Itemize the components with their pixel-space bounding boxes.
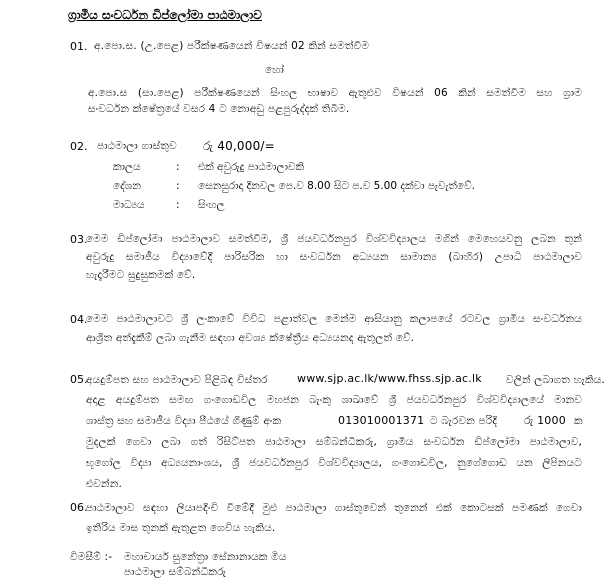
item-6-line-1: පාඨමාලාව සඳහා ලියාපදිංචි වීමේදී මුළු පාඨමාලා ගාස්තුවෙන් තුනෙන් එක් කොටසක් පමණක් ගෙවා	[86, 502, 582, 514]
detail-value: සිංහල	[198, 199, 225, 211]
item-2-fee-value: රු 40,000/=	[203, 139, 275, 153]
item-5-line-3c: ක	[574, 415, 583, 427]
item-5-line-1a: අයදුම්පත සහ පාඨමාලාව පිළිබඳ විස්තර	[86, 374, 268, 386]
contact-role: පාඨමාලා සම්බන්ධීකරු	[124, 566, 227, 578]
item-4-line-1: මෙම පාඨමාලාවට ශ්‍රී ලංකාවේ විවිධ පළාත්වල මෙන්ම ආසියානු කලාපයේ රටවල ග්‍රාමීය සංවර්ධනය	[86, 313, 582, 325]
item-3-line-3: හැදෑරීමට සුදුසුකමක් වේ.	[86, 269, 196, 281]
detail-colon: :	[176, 180, 180, 192]
item-1-line-1: අ.පො.ස. (උ.පෙළ) පරීක්ෂණයෙන් විෂයන් 02 කින් සමත්වීම	[94, 40, 370, 52]
item-3-line-1: මෙම ඩිප්ලෝමා පාඨමාලාව සමත්වීම, ශ්‍රී ජයවර්ධනපුර විශ්වවිද්‍යාලය මගින් මෙහෙයවනු ලබන තුන්	[86, 233, 582, 245]
item-4-line-2: ආශ්‍රිත අත්දැකීම් ලබා ගැනීම සඳහා අවශ්‍ය ක්ෂේත්‍රීය අධ්‍යයනද ඇතුලත් වේ.	[86, 332, 415, 344]
item-5-line-4: මුදලක් ගෙවා ලබා ගත් රිසිට්පත පාඨමාලා සම්බන්ධීකරු, ග්‍රාමීය සංවර්ධන ඩිප්ලෝමා පාඨමාලාව,	[86, 436, 582, 448]
detail-value: සෙනසුරාදා දිනවල පෙ.ව 8.00 සිට ප.ව 5.00 දක්වා පැවැත්වේ.	[198, 180, 475, 192]
item-5-line-5: භූගෝල විද්‍යා අධ්‍යයනාංශය, ශ්‍රී ජයවර්ධනපුර විශ්වවිද්‍යාලය, ගංගොඩවිල, නුගේගොඩ යන ලිපිනයට	[86, 457, 582, 469]
item-5-line-1b: වලින් ලබාගත හැකිය.	[506, 374, 605, 386]
detail-label: කාලය	[113, 161, 141, 173]
page-title: ග්‍රාමීය සංවර්ධන ඩිප්ලෝමා පාඨමාලාව	[68, 8, 262, 22]
item-3-line-2: අවුරුදු සමාජීය විද්‍යාවේදී පාරිසරික හා සංවර්ධන අධ්‍යයන සාමාන්‍ය (බාහිර) උපාධි පාඨමාලාව	[86, 251, 582, 263]
detail-label: මාධ්‍යය	[113, 199, 145, 211]
item-5-account: 013010001371	[338, 414, 425, 427]
detail-colon: :	[176, 199, 180, 211]
item-1-number: 01.	[70, 40, 88, 53]
item-1-or: හෝ	[265, 64, 285, 76]
item-2-fee-label: පාඨමාලා ගාස්තුව	[97, 140, 177, 152]
detail-row	[113, 180, 533, 194]
item-1-line-2: අ.පො.ස (සා.පෙළ) පරීක්ෂණයෙන් සිංහල භාෂාව ඇතුළුව විෂයන් 06 කින් සමත්වීම සහ ග්‍රාම	[88, 87, 582, 99]
item-5-line-3a: ශාස්ත්‍ර සහ සමාජීය විද්‍යා පීඨයේ ගිණුම් අංක	[86, 415, 282, 427]
item-5-line-3b: ට බැරවන පරිදි	[430, 415, 498, 427]
item-5-number: 05.	[70, 373, 88, 386]
item-5-amount: රු 1000	[524, 414, 566, 427]
item-4-number: 04.	[70, 313, 88, 326]
contact-name: මහාචාර්ය සුනේත්‍රා සේනානායක මිය	[124, 551, 287, 563]
item-6-line-2: ඉතිරිය මාස තුනක් ඇතුළත ගෙවිය හැකිය.	[86, 522, 276, 534]
item-3-number: 03.	[70, 233, 88, 246]
item-5-line-6: එවන්න.	[86, 478, 123, 490]
inquiries-label: විමසීම් :-	[70, 551, 113, 563]
detail-value: එක් අවුරුදු පාඨමාලාවකි	[198, 161, 304, 173]
detail-colon: :	[176, 161, 180, 173]
detail-row	[113, 199, 513, 213]
item-5-url: www.sjp.ac.lk/www.fhss.sjp.ac.lk	[297, 372, 482, 385]
item-2-number: 02.	[70, 140, 88, 153]
item-5-line-2: අදාළ අයදුම්පත සමඟ ගංගොඩවිල මහජන බැංකු ශාඛාවේ ශ්‍රී ජයවර්ධනපුර විශ්වවිද්‍යාලයේ මානව	[86, 394, 582, 406]
item-1-line-3: සංවර්ධන ක්ෂේත්‍රයේ වසර 4 ට නොඅඩු පළපුරුද්දක් තිබීම.	[88, 103, 350, 115]
item-6-number: 06.	[70, 501, 88, 514]
detail-label: දේශන	[113, 180, 141, 192]
detail-row	[113, 161, 513, 175]
